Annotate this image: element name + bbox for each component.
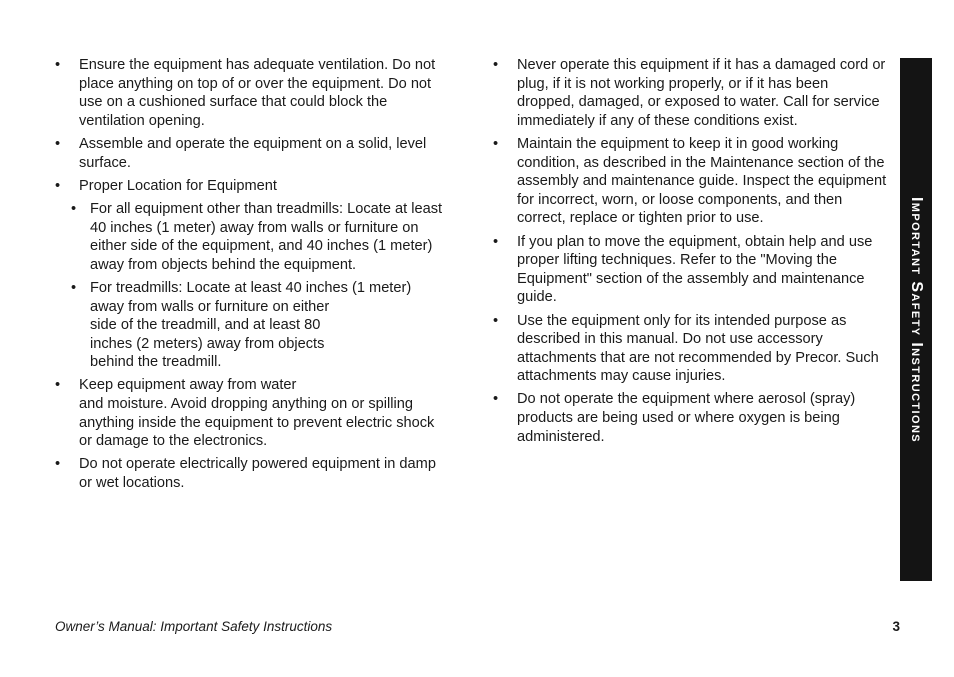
- sub-list-item-line: away from walls or furniture on either: [90, 298, 330, 315]
- sub-bullet-list: [71, 200, 450, 372]
- bullet-icon: •: [55, 377, 61, 394]
- sub-list-item: [71, 279, 450, 372]
- list-item: [55, 376, 450, 450]
- bullet-icon: •: [493, 57, 499, 73]
- list-item: [493, 233, 888, 307]
- sub-list-item: [71, 200, 450, 274]
- right-column: [493, 56, 888, 451]
- bullet-icon: •: [493, 233, 499, 250]
- page-number: 3: [892, 619, 900, 634]
- bullet-icon: •: [55, 135, 61, 152]
- bullet-icon: •: [493, 391, 499, 408]
- list-item-text: Assemble and operate the equipment on a solid, level surface.: [79, 135, 427, 171]
- list-item-text: Ensure the equipment has adequate ventilation. Do not place anything on top of or over the equipment. Do not use on a cushioned surface that could block the ventilation opening.: [79, 57, 436, 129]
- section-tab-title: Important Safety Instructions: [908, 196, 925, 443]
- list-item: [493, 56, 888, 130]
- list-item: [493, 135, 888, 228]
- list-item: [55, 135, 450, 172]
- list-item-text: If you plan to move the equipment, obtain help and use proper lifting techniques. Refer to the "Moving the Equipment" section of the assembly and maintenance guide.: [517, 233, 873, 306]
- bullet-icon: •: [71, 279, 77, 296]
- list-item: [493, 390, 888, 446]
- section-side-tab: [900, 58, 932, 581]
- list-item-text: Proper Location for Equipment: [79, 177, 277, 194]
- list-item-text: Use the equipment only for its intended purpose as described in this manual. Do not use accessory attachments that are not recommended by Precor. Such attachments may cause injuries.: [517, 312, 879, 385]
- list-item: [55, 455, 450, 492]
- list-item: [55, 177, 450, 372]
- list-item: [493, 312, 888, 386]
- sub-list-item-line: side of the treadmill, and at least 80: [90, 317, 321, 334]
- bullet-icon: •: [493, 135, 499, 152]
- list-item-text: Never operate this equipment if it has a damaged cord or plug, if it is not working properly, or if it has been dropped, damaged, or exposed to water. Call for service immediately if any of these conditions exist.: [517, 57, 886, 129]
- bullet-icon: •: [55, 456, 61, 473]
- list-item-text: Do not operate electrically powered equipment in damp or wet locations.: [79, 456, 436, 492]
- left-column: [55, 56, 450, 497]
- bullet-icon: •: [55, 177, 61, 194]
- sub-list-item-line: For treadmills: Locate at least 40 inches (1 meter): [90, 279, 412, 296]
- list-item: [55, 56, 450, 130]
- list-item-text: Maintain the equipment to keep it in good working condition, as described in the Maintenance section of the assembly and maintenance guide. Inspect the equipment for incorrect, worn, or loose components, and then correct, replace or tighten prior to use.: [517, 135, 887, 227]
- sub-list-item-text: For all equipment other than treadmills: Locate at least 40 inches (1 meter) away from walls or furniture on either side of the equipment, and 40 inches (1 meter) away from objects behind the equipment.: [90, 200, 443, 273]
- bullet-icon: •: [493, 312, 499, 329]
- list-item-text: Do not operate the equipment where aerosol (spray) products are being used or where oxygen is being administered.: [517, 391, 856, 445]
- list-item-text: and moisture. Avoid dropping anything on or spilling anything inside the equipment to prevent electric shock or damage to the electronics.: [79, 396, 435, 450]
- left-bullet-list: [55, 56, 450, 493]
- right-bullet-list: [493, 56, 888, 446]
- sub-list-item-line: inches (2 meters) away from objects: [90, 335, 325, 352]
- bullet-icon: •: [71, 200, 77, 217]
- bullet-icon: •: [55, 57, 61, 73]
- sub-list-item-line: behind the treadmill.: [90, 354, 222, 371]
- list-item-line: Keep equipment away from water: [79, 377, 297, 394]
- footer-manual-title: Owner’s Manual: Important Safety Instructions: [55, 619, 333, 634]
